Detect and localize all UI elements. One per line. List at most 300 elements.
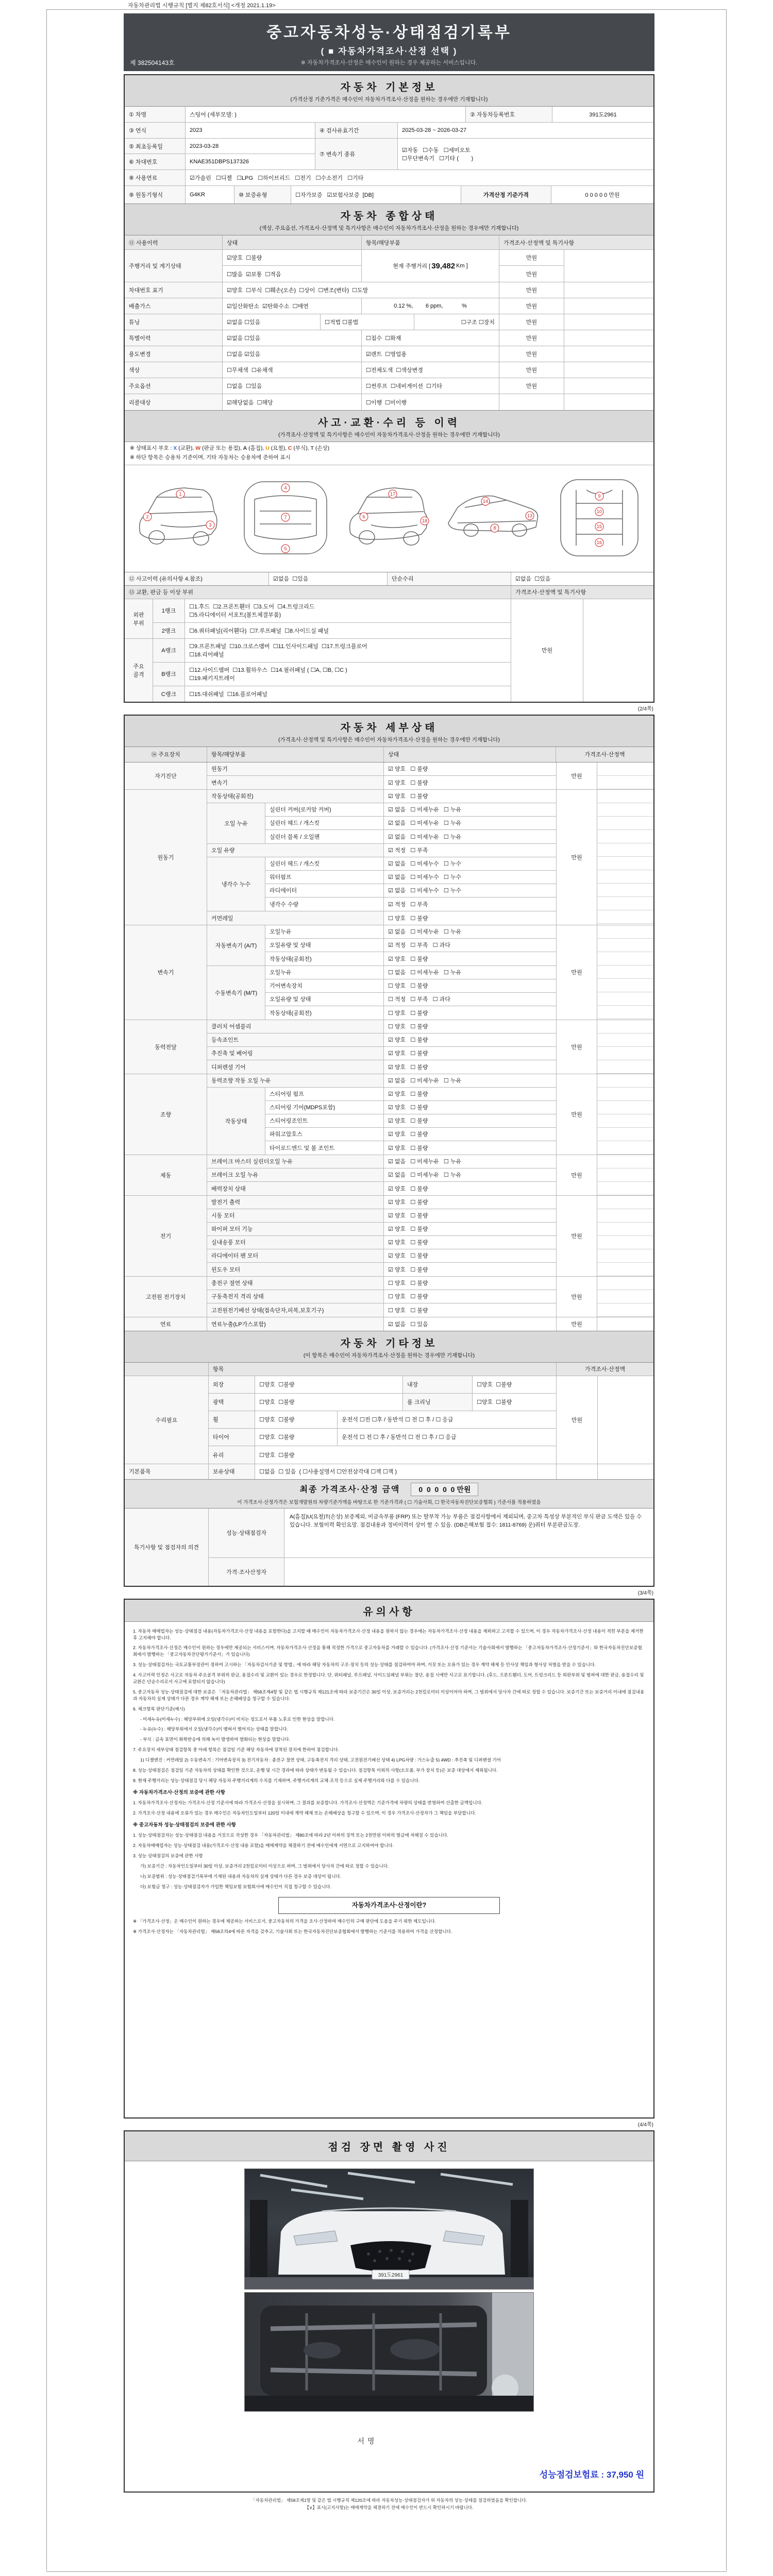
section-basic-info xyxy=(125,75,653,107)
item-label: 배력장치 상태 xyxy=(207,1182,384,1195)
usage-change-label: 용도변경 xyxy=(125,346,223,362)
tuning-status1: ☑없음 ☐있음 xyxy=(223,314,321,330)
item-status: ☑ 양호 ☐ 불량 xyxy=(388,1105,428,1111)
notice-item: 8. 성능·상태점검은 점검일 기준 자동차의 상태를 확인한 것으로, 운행 및 시간 경과에 따라 상태가 변동될 수 있습니다. 점검항목 이외의 사항(소모품, 부가 장치 등)은 보증 대상에서 제외됩니다. xyxy=(133,1768,498,1773)
page2-block xyxy=(124,715,654,1587)
price-cell: 만원 xyxy=(499,330,564,346)
group-self-diagnosis xyxy=(125,762,653,790)
group-high-voltage xyxy=(125,1277,653,1317)
section-subtitle: (가격조사·산정액 및 특기사항은 매수인이 자동차가격조사·산정을 원하는 경우에만 기재합니다) xyxy=(278,432,500,438)
price-cell: 만원 xyxy=(499,378,564,394)
item-status: ☑ 양호 ☐ 불량 xyxy=(388,1145,428,1151)
section-overall-state xyxy=(125,204,653,235)
item-status: ☑ 없음 ☐ 미세누수 ☐ 누수 xyxy=(388,888,462,894)
document-note: ※ 자동차가격조사·산정은 매수인이 원하는 경우 제공하는 서비스입니다. xyxy=(300,60,478,66)
item-label: 냉각수 수량 xyxy=(265,897,384,911)
exchange-table-header xyxy=(125,586,653,599)
item-label: 추진축 및 베어링 xyxy=(207,1047,384,1060)
sub-label: 오일 누유 xyxy=(207,803,265,843)
sub-label: 냉각수 누수 xyxy=(207,857,265,911)
special-history-label: 특별이력 xyxy=(125,330,223,346)
item-status: ☑ 없음 ☐ 미세누수 ☐ 누수 xyxy=(388,861,462,868)
item-label: 연료누출(LP가스포함) xyxy=(207,1317,384,1331)
item-label: 브레이크 마스터 실린더오일 누유 xyxy=(207,1155,384,1168)
usage-status: ☐없음 ☑있음 xyxy=(223,346,362,362)
section-subtitle: (색상, 주요옵션, 가격조사·산정액 및 특기사항은 매수인이 자동차가격조사·산정을 원하는 경우에만 기재합니다) xyxy=(259,225,519,231)
note-cell xyxy=(597,925,653,1020)
item-status: ☐ 양호 ☐ 불량 xyxy=(388,915,428,922)
reg-no-label: ② 자동차등록번호 xyxy=(466,107,552,122)
col-price: 가격조사·산정액 xyxy=(584,752,625,758)
notice-item: 5. 중고자동차 성능·상태점검에 대한 보증은 「자동차관리법」 제58조제4항 및 같은 법 시행규칙 제121조에 따라 보증기간은 30일 이상, 보증거리는 2천킬로미터 이상이어야 하며, 그 범위에서 당사자 간에 따로 정할 수 있습니다. 보증기간 또는 보증거리 이내에 점검내용과 자동차의 실제 상태가 다른 경우 계약 해제 또는 손해배상을 청구할 수 있습니다. xyxy=(133,1689,645,1701)
color-label: 색상 xyxy=(125,362,223,378)
rankB-items: ☐12.사이드멤버 ☐13.휠하우스 ☐14.필러패널 ( ☐A, ☐B, ☐C ) ☐19.패키지트레이 xyxy=(189,667,347,682)
section-title: 자동차 종합상태 xyxy=(340,211,438,222)
group-electrical xyxy=(125,1196,653,1277)
final-price-amount: 0 0 0 0 0 만원 xyxy=(411,1483,478,1496)
rank2-items: ☐6.쿼터패널(리어휀다) ☐7.루프패널 ☐8.사이드실 패널 xyxy=(189,628,329,634)
col-status: 상태 xyxy=(223,235,362,249)
mileage-value: 39,482 xyxy=(431,261,456,270)
glass-label: 유리 xyxy=(209,1446,255,1464)
section-title: 사고·교환·수리 등 이력 xyxy=(317,417,461,429)
special-status: ☑없음 ☐있음 xyxy=(223,330,362,346)
detail-table-header xyxy=(125,747,653,762)
mileage-status2: ☐많음 ☑보통 ☐적음 xyxy=(227,271,281,278)
exchange-table-body xyxy=(125,599,653,702)
section-subtitle: (가격조사·산정액 및 특기사항은 매수인이 자동차가격조사·산정을 원하는 경우에만 기재합니다) xyxy=(278,736,500,743)
item-label: 동력조향 작동 오일 누유 xyxy=(207,1074,384,1087)
notice-item: 7. 주요장치 세부상태 점검항목 중 아래 항목은 점검일 기준 해당 자동차에 장착된 장치에 한하여 점검합니다. xyxy=(133,1747,339,1753)
svg-text:15: 15 xyxy=(596,523,602,529)
warranty-type-value: ☐자가보증 ☑보험사보증 [DB] xyxy=(291,186,461,204)
note-cell xyxy=(564,378,653,394)
price-cell: 만원 xyxy=(556,762,597,789)
svg-text:13: 13 xyxy=(527,513,533,518)
group-label: 제동 xyxy=(125,1155,207,1195)
notice-header-inspection-warranty: ※ 중고자동차 성능·상태점검의 보증에 관한 사항 xyxy=(133,1822,236,1828)
document-title: 중고자동차성능·상태점검기록부 xyxy=(266,24,512,41)
item-status: ☑ 양호 ☐ 불량 xyxy=(388,1185,428,1192)
emission-status: ☑일산화탄소 ☑탄화수소 ☐매연 xyxy=(223,298,362,314)
main-frame-label: 주요골격 xyxy=(125,639,153,702)
page4-block xyxy=(124,2130,654,2493)
item-label: 라디에이터 xyxy=(265,884,384,897)
item-label: 실린더 헤드 / 개스킷 xyxy=(265,857,384,870)
col-price-note: 가격조사·산정액 및 특기사항 xyxy=(503,240,575,246)
item-label: 오일유량 및 상태 xyxy=(265,939,384,952)
note-cell xyxy=(564,282,653,298)
emission-label: 배출가스 xyxy=(125,298,223,314)
holding-status-value: ☐없음 ☐ 있음 ( ☐사용설명서 ☐안전삼각대 ☐잭 ☐잭 ) xyxy=(255,1464,557,1479)
sub-label: 자동변속기 (A/T) xyxy=(207,925,265,965)
item-status: ☐ 양호 ☐ 불량 xyxy=(388,1280,428,1287)
item-label: 와이퍼 모터 기능 xyxy=(207,1223,384,1235)
item-status: ☑ 없음 ☐ 미세누유 ☐ 누유 xyxy=(388,929,462,936)
basic-items-label: 기본품목 xyxy=(125,1464,209,1479)
svg-text:4: 4 xyxy=(284,485,287,490)
price-cell: 만원 xyxy=(556,1155,597,1195)
notice-item: 9. 현재 주행거리는 성능·상태점검 당시 해당 자동차 주행거리계의 수치를 기재하며, 주행거리계의 교체·조작 등으로 실제 주행거리와 다를 수 있습니다. xyxy=(133,1777,420,1783)
notice-subitem: - 부식 : 금속 표면이 화학반응에 의해 녹이 발생하여 열화되는 현상을 말합니다. xyxy=(140,1737,291,1742)
base-price-label: 가격산정 기준가격 xyxy=(461,186,551,204)
recall-status: ☑해당없음 ☐해당 xyxy=(223,394,362,410)
item-label: 디퍼렌셜 기어 xyxy=(207,1060,384,1074)
item-status: ☑ 없음 ☐ 미세누유 ☐ 누유 xyxy=(388,1159,462,1165)
item-label: 원동기 xyxy=(207,762,384,775)
price-cell xyxy=(557,1464,598,1479)
group-label: 연료 xyxy=(125,1317,207,1331)
price-cell: 만원 xyxy=(526,255,537,261)
group-transmission xyxy=(125,925,653,1020)
item-label: 윈도우 모터 xyxy=(207,1263,384,1276)
top-rule xyxy=(46,9,727,10)
note-cell xyxy=(564,314,653,330)
item-label: 브레이크 오일 누유 xyxy=(207,1168,384,1181)
item-status: ☑ 양호 ☐ 불량 xyxy=(388,793,428,800)
item-label: 작동상태(공회전) xyxy=(207,790,384,803)
notice-subitem: - 누유(누수) : 해당부위에서 오일(냉각수)이 맺혀서 떨어지는 상태를 말합니다. xyxy=(140,1726,289,1732)
page-marker-3: (3/4쪽) xyxy=(637,1590,653,1596)
code-a: A xyxy=(243,445,247,451)
warranty-type-label: ⑩ 보증유형 xyxy=(234,186,291,204)
notice-item: 1. 자동차 매매업자는 성능·상태점검 내용(자동차가격조사·산정 내용을 포함한다)을 고지할 때 매수인이 자동차가격조사·산정 내용을 원하지 않는 경우에는 자동차가격조사·산정 내용을 제외하고 고지할 수 있으며, 이 경우 자동차가격조사·산정 내용이 적힌 부분을 제거한 후 고지해야 합니다. xyxy=(133,1628,644,1640)
svg-text:2: 2 xyxy=(146,514,149,519)
inspection-period-value: 2025-03-28 ~ 2026-03-27 xyxy=(402,127,467,133)
section-photos xyxy=(125,2131,653,2161)
tuning-status2: ☐적법 ☐불법 xyxy=(321,314,414,330)
car-diagram-graphic xyxy=(125,467,653,568)
footer-notes xyxy=(124,2497,654,2512)
signature-area xyxy=(125,2414,653,2492)
exchange-title: ⑬ 교환, 판금 등 이상 부위 xyxy=(125,586,511,599)
rankC-items: ☐15.대쉬패널 ☐16.플로어패널 xyxy=(189,691,268,698)
item-status: ☑ 양호 ☐ 불량 xyxy=(388,1213,428,1219)
col-usage-history: ⑪ 사용이력 xyxy=(125,235,223,249)
year-value: 2023 xyxy=(186,123,315,138)
transmission-label: ⑦ 변속기 종류 xyxy=(315,139,398,170)
room-cleaning-label: 룸 크리닝 xyxy=(403,1394,473,1411)
notice-subitem: - 미세누유(미세누수) : 해당부위에 오일(냉각수)이 비치는 정도로서 부품 노후로 인한 현상을 말합니다. xyxy=(140,1716,335,1722)
note-cell xyxy=(597,790,653,925)
usage-items: ☑렌트 ☐영업용 xyxy=(362,346,499,362)
item-status: ☑ 적정 ☐ 부족 xyxy=(388,901,428,908)
row-mileage xyxy=(125,250,653,282)
inspector-opinion-table xyxy=(125,1509,653,1586)
note-cell xyxy=(564,298,653,314)
performance-inspector-label: 성능·상태점검자 xyxy=(209,1509,284,1557)
note-cell xyxy=(598,1464,653,1479)
item-label: 구동축전지 격리 상태 xyxy=(207,1290,384,1303)
mileage-status1: ☑양호 ☐불량 xyxy=(227,255,262,261)
price-cell: 만원 xyxy=(526,271,537,278)
page1-block xyxy=(124,74,654,703)
svg-text:6: 6 xyxy=(362,514,365,519)
item-label: 파워고압호스 xyxy=(265,1128,384,1141)
col-item: 항목/해당부품 xyxy=(362,235,499,249)
notice-item: 1. 자동차가격조사·산정자는 가격조사·산정 기준서에 따라 가격조사·산정을 실시하며, 그 결과를 보증합니다. 가격조사·산정액은 기준가격에 차량의 상태를 반영하여 산출한 금액입니다. xyxy=(133,1800,483,1806)
etc-table-header xyxy=(125,1363,653,1376)
group-label: 전기 xyxy=(125,1196,207,1276)
notice-item: 2. 가격조사·산정 내용에 오류가 있는 경우 매수인은 자동차인도일부터 120일 이내에 계약 해제 또는 손해배상을 청구할 수 있으며, 이 경우 가격조사·산정자가 그 책임을 부담합니다. xyxy=(133,1810,476,1816)
etc-note-cell xyxy=(598,1376,653,1464)
exchange-price-cell: 만원 xyxy=(511,599,583,702)
recall-label: 리콜대상 xyxy=(125,394,223,410)
page-marker-2: (2/4쪽) xyxy=(637,706,653,712)
vin-label: ⑥ 차대번호 xyxy=(125,154,186,170)
item-label: 클러치 어셈블리 xyxy=(207,1020,384,1033)
form-reference: 자동차관리법 시행규칙 [별지 제82호서식] <개정 2021.1.19> xyxy=(128,3,276,9)
note-cell xyxy=(597,1155,653,1195)
special-items: ☐침수 ☐화재 xyxy=(362,330,499,346)
row-color xyxy=(125,362,653,378)
group-engine xyxy=(125,790,653,925)
section-title: 자동차 기본정보 xyxy=(340,82,438,93)
item-status: ☑ 양호 ☐ 불량 xyxy=(388,1050,428,1057)
item-status: ☑ 양호 ☐ 불량 xyxy=(388,1037,428,1044)
item-label: 고전원전기배선 상태(접속단자,피복,보호기구) xyxy=(207,1303,384,1317)
note-cell xyxy=(564,250,653,282)
etc-col-price: 가격조사·산정액 xyxy=(584,1366,626,1373)
tire-label: 타이어 xyxy=(209,1429,255,1446)
item-status: ☑ 양호 ☐ 불량 xyxy=(388,766,428,773)
exchange-price-col: 가격조사·산정액 및 특기사항 xyxy=(515,589,586,596)
price-cell: 만원 xyxy=(556,1277,597,1317)
item-status: ☑ 없음 ☐ 미세누수 ☐ 누수 xyxy=(388,874,462,881)
note-cell xyxy=(597,762,653,789)
code-w: W xyxy=(195,445,201,451)
etc-col-item: 항목 xyxy=(209,1363,557,1376)
legend-line2: ※ 하단 항목은 승용차 기준이며, 기타 자동차는 승용차에 준하여 표시 xyxy=(130,454,291,461)
item-status: ☑ 양호 ☐ 불량 xyxy=(388,1253,428,1260)
simple-repair-label: 단순수리 xyxy=(388,572,511,585)
svg-text:7: 7 xyxy=(284,514,287,520)
note-cell xyxy=(597,1317,653,1331)
vin-marking-status: ☑양호 ☐부식 ☐훼손(오손) ☐상이 ☐변조(변타) ☐도말 xyxy=(223,282,499,298)
svg-text:5: 5 xyxy=(284,546,287,551)
section-detail-state xyxy=(125,716,653,747)
item-status: ☑ 적정 ☐ 부족 ☐ 과다 xyxy=(388,942,450,949)
item-status: ☑ 양호 ☐ 불량 xyxy=(388,1118,428,1125)
note-cell xyxy=(597,1196,653,1276)
right-margin-line xyxy=(726,9,727,2571)
year-label: ③ 연식 xyxy=(125,123,186,138)
item-label: 워터펌프 xyxy=(265,871,384,884)
final-price-band xyxy=(125,1479,653,1509)
exterior-label: 외장 xyxy=(209,1376,255,1393)
price-assessor-label: 가격·조사산정자 xyxy=(209,1558,284,1586)
price-cell: 만원 xyxy=(499,282,564,298)
item-status: ☑ 없음 ☐ 있음 xyxy=(388,1321,428,1328)
interior-status: ☐양호 ☐불량 xyxy=(477,1382,512,1388)
item-label: 실린더 블록 / 오일팬 xyxy=(265,830,384,843)
left-margin-line xyxy=(46,9,47,2571)
document-subtitle: ( ■ 자동차가격조사·산정 선택 ) xyxy=(321,46,458,56)
polish-label: 광택 xyxy=(209,1394,255,1411)
svg-text:3: 3 xyxy=(209,522,212,528)
item-status: ☑ 양호 ☐ 불량 xyxy=(388,1064,428,1071)
overall-state-table xyxy=(125,235,653,410)
color-status: ☐무채색 ☐유채색 xyxy=(223,362,362,378)
svg-text:9: 9 xyxy=(598,493,601,499)
notice-subitem: 나) 보증범위 : 성능·상태점검기록부에 기재된 내용과 자동차의 실제 상태가 다른 경우 보증 대상이 됩니다. xyxy=(140,1873,342,1879)
section-notices xyxy=(125,1600,653,1622)
footer-line1: 「자동차관리법」 제58조제1항 및 같은 법 시행규칙 제120조에 따라 자동차성능·상태점검자가 위 자동차의 성능·상태를 점검하였음을 확인합니다. xyxy=(251,2497,527,2503)
wheel-detail: 운전석 ☐전 ☐후 / 동반석 ☐ 전 ☐ 후 / ☐ 응급 xyxy=(342,1417,453,1423)
item-label: 커먼레일 xyxy=(207,911,384,925)
tuning-status3: ☐구조 ☐장치 xyxy=(414,314,499,330)
fuel-label: ⑧ 사용연료 xyxy=(125,170,186,185)
glass-status: ☐양호 ☐불량 xyxy=(259,1452,295,1459)
item-label: 충전구 절연 상태 xyxy=(207,1277,384,1290)
item-status: ☑ 적정 ☐ 부족 xyxy=(388,848,428,854)
price-cell: 만원 xyxy=(499,298,564,314)
price-cell: 만원 xyxy=(556,1317,597,1331)
svg-text:14: 14 xyxy=(482,498,489,504)
inspection-insurance-premium: 성능점검보험료 : 37,950 원 xyxy=(539,2469,644,2480)
price-cell: 만원 xyxy=(499,314,564,330)
item-label: 오일누유 xyxy=(265,966,384,979)
notice-item: 6. 체크항목 판단기준(예시) xyxy=(133,1706,185,1711)
photo-area xyxy=(125,2161,653,2414)
price-cell: 만원 xyxy=(556,1196,597,1276)
price-cell: 만원 xyxy=(499,346,564,362)
item-label: 스티어링 펌프 xyxy=(265,1088,384,1100)
etc-basic-items-row xyxy=(125,1464,653,1479)
item-status: ☑ 양호 ☐ 불량 xyxy=(388,1226,428,1233)
price-cell: 만원 xyxy=(499,362,564,378)
item-status: ☐ 양호 ☐ 불량 xyxy=(388,1307,428,1314)
options-status: ☐없음 ☐있음 xyxy=(223,378,362,394)
item-status: ☐ 양호 ☐ 불량 xyxy=(388,1024,428,1030)
item-status: ☑ 양호 ☐ 불량 xyxy=(388,1131,428,1138)
code-u: U xyxy=(265,445,270,451)
item-status: ☑ 없음 ☐ 미세누유 ☐ 누유 xyxy=(388,1078,462,1084)
note-cell xyxy=(564,394,653,410)
simple-repair-status: ☑없음 ☐있음 xyxy=(515,576,551,583)
item-label: 오일유량 및 상태 xyxy=(265,993,384,1006)
section-title: 자동차 세부상태 xyxy=(340,722,438,734)
item-status: ☑ 없음 ☐ 미세누유 ☐ 누유 xyxy=(388,1172,462,1179)
transmission-value xyxy=(398,139,653,170)
item-status: ☑ 양호 ☐ 불량 xyxy=(388,1266,428,1273)
notices-body xyxy=(125,1622,653,2117)
item-label: 스티어링 기어(MDPS포함) xyxy=(265,1101,384,1114)
final-price-note: 이 가격조사·산정가격은 보험개발원의 차량기준가액을 바탕으로 한 기준가격과 ( ☐ 기술사회, ☐ 한국자동차진단보증협회 ) 기준서를 적용하였음 xyxy=(237,1499,541,1505)
price-assessor-opinion xyxy=(284,1558,653,1586)
item-label: 작동상태(공회전) xyxy=(265,1006,384,1020)
rank1-items: ☐1.후드 ☐2.프론트휀더 ☐3.도어 ☐4.트렁크리드 ☐5.라디에이터 서포트(볼트체결부품) xyxy=(189,604,315,619)
accident-history-status: ☑없음 ☐있음 xyxy=(269,572,388,585)
section-subtitle: (이 항목은 매수인이 자동차가격조사·산정을 원하는 경우에만 기재합니다) xyxy=(303,1352,475,1359)
notice-subitem: 다) 보험금 청구 : 성능·상태점검자가 가입한 책임보험 보험회사에 매수인이 직접 청구할 수 있습니다. xyxy=(140,1884,332,1889)
first-reg-label: ⑤ 최초등록일 xyxy=(125,139,186,154)
item-status: ☑ 없음 ☐ 미세누유 ☐ 누유 xyxy=(388,807,462,814)
etc-repair-group xyxy=(125,1376,653,1464)
item-label: 발전기 출력 xyxy=(207,1196,384,1209)
etc-price-cell: 만원 xyxy=(557,1376,598,1464)
price-cell: 만원 xyxy=(556,1074,597,1155)
outer-panel-label: 외판부위 xyxy=(125,599,153,638)
tuning-label: 튜닝 xyxy=(125,314,223,330)
section-title: 자동차 기타정보 xyxy=(340,1337,438,1349)
transmission-line2: ☐무단변속기 ☐기타 ( ) xyxy=(402,156,474,162)
transmission-line1: ☑자동 ☐수동 ☐세미오토 xyxy=(402,147,470,154)
accident-history-label: ⑫ 사고이력 (유의사항 4.참조) xyxy=(125,572,269,585)
item-status: ☑ 양호 ☐ 불량 xyxy=(388,779,428,786)
item-status: ☑ 양호 ☐ 불량 xyxy=(388,1091,428,1098)
note-cell xyxy=(597,1277,653,1317)
svg-text:16: 16 xyxy=(596,539,602,545)
exterior-status: ☐양호 ☐불량 xyxy=(255,1376,403,1393)
footer-line2: 【∨】표시(고지사항)는 매매계약을 체결하기 전에 매수인이 반드시 확인하시기 바랍니다. xyxy=(305,2505,474,2511)
interior-label: 내장 xyxy=(403,1376,473,1393)
notice-item: 3. 성능·상태점검의 보증에 관한 사항 xyxy=(133,1853,203,1858)
opinion-section-label: 특기사항 및 점검자의 의견 xyxy=(125,1509,209,1586)
note-cell xyxy=(564,362,653,378)
inspection-photo-front xyxy=(244,2168,534,2290)
car-name-label: ① 차명 xyxy=(125,107,186,122)
polish-status: ☐양호 ☐불량 xyxy=(255,1394,403,1411)
code-c: C xyxy=(288,445,292,451)
options-items: ☐썬루프 ☐네비게이션 ☐기타 xyxy=(362,378,499,394)
notice-subitem: 가) 보증기간 : 자동차인도일부터 30일 이상, 보증거리 2천킬로미터 이상으로 하며, 그 범위에서 당사자 간에 따로 정할 수 있습니다. xyxy=(140,1863,389,1869)
exchange-note-cell xyxy=(583,599,653,702)
repair-needed-label: 수리필요 xyxy=(125,1376,209,1464)
item-label: 스티어링조인트 xyxy=(265,1114,384,1127)
section-etc-info xyxy=(125,1331,653,1363)
code-x: X xyxy=(173,445,177,451)
item-label: 실린더 헤드 / 개스킷 xyxy=(265,817,384,829)
item-label: 등속죠인트 xyxy=(207,1033,384,1046)
item-label: 변속기 xyxy=(207,776,384,789)
wheel-label: 휠 xyxy=(209,1411,255,1428)
item-label: 시동 모터 xyxy=(207,1209,384,1222)
item-status: ☐ 양호 ☐ 불량 xyxy=(388,1294,428,1300)
item-label: 타이로드엔드 및 볼 조인트 xyxy=(265,1141,384,1155)
svg-text:18: 18 xyxy=(422,518,428,523)
item-status: ☐ 없음 ☐ 미세누유 ☐ 누유 xyxy=(388,970,462,976)
item-label: 기어변속장치 xyxy=(265,979,384,992)
holding-status-label: 보유상태 xyxy=(209,1464,255,1479)
item-status: ☑ 양호 ☐ 불량 xyxy=(388,1240,428,1246)
emission-values: 0.12 %, 6 ppm, % xyxy=(362,298,499,314)
bottom-rule xyxy=(46,2571,727,2572)
svg-text:8: 8 xyxy=(493,525,496,531)
tire-detail: 운전석 ☐ 전 ☐ 후 / 동반석 ☐ 전 ☐ 후 / ☐ 응급 xyxy=(342,1434,457,1441)
item-status: ☐ 양호 ☐ 불량 xyxy=(388,1010,428,1016)
notice-item: ※ 「가격조사·산정」은 매수인이 원하는 경우에 제공하는 서비스로서, 중고자동차의 가격을 조사·산정하여 매수인의 구매 판단에 도움을 주기 위한 제도입니다. xyxy=(133,1919,436,1924)
item-label: 오일누유 xyxy=(265,925,384,938)
note-cell xyxy=(564,346,653,362)
svg-text:391도2961: 391도2961 xyxy=(378,2272,404,2278)
row-recall xyxy=(125,394,653,410)
price-assessment-info-box: 자동차가격조사·산정이란? xyxy=(278,1897,500,1914)
svg-text:1: 1 xyxy=(179,491,182,497)
notice-subitem: 1) 디젤엔진 : 커먼레일 2) 수동변속기 : 기어변속장치 3) 전기자동차 : 충전구 절연 상태, 구동축전지 격리 상태, 고전원전기배선 상태 4) LPG차량 : 가스누출 5) 4WD : 추진축 및 디퍼렌셜 기어 xyxy=(140,1757,501,1763)
wheel-status: ☐양호 ☐불량 xyxy=(255,1411,338,1428)
recall-items: ☐이행 ☐미이행 xyxy=(362,394,499,410)
title-band xyxy=(124,13,654,71)
car-diagram-panel xyxy=(125,465,653,572)
row-tuning xyxy=(125,314,653,330)
etc-blank-header xyxy=(125,1363,209,1376)
base-price-value: 0 0 0 0 0 만원 xyxy=(585,192,620,198)
item-status: ☑ 양호 ☐ 불량 xyxy=(388,1199,428,1206)
section-title: 점검 장면 촬영 사진 xyxy=(328,2141,450,2153)
page3-block xyxy=(124,1599,654,2119)
row-vin-marking xyxy=(125,282,653,298)
